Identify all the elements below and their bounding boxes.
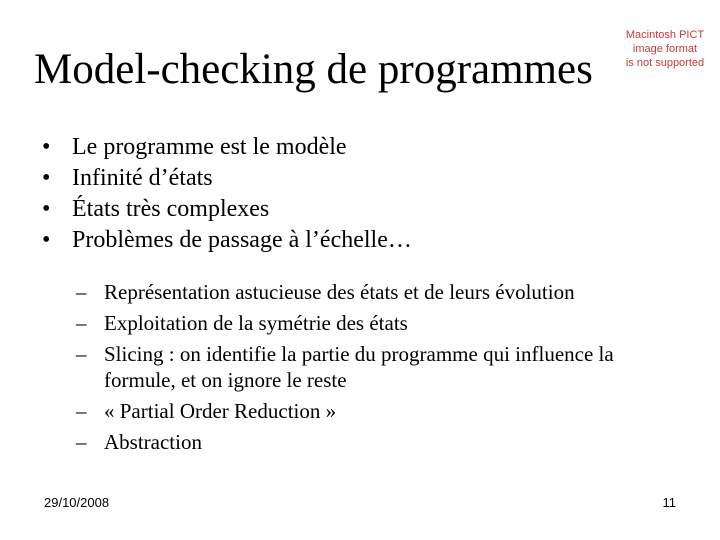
bullet-text: Le programme est le modèle — [72, 134, 347, 160]
placeholder-line-2: image format — [632, 43, 698, 55]
bullet-item — [0, 194, 412, 225]
sub-bullet-text: Représentation astucieuse des états et de leurs évolution — [104, 280, 575, 304]
dash-icon: – — [76, 430, 87, 454]
bullet-dot-icon: • — [42, 227, 51, 253]
dash-icon: – — [76, 399, 87, 423]
bullet-text: Problèmes de passage à l’échelle… — [72, 227, 412, 253]
sub-bullet-item — [0, 429, 684, 455]
placeholder-line-3: is not supported — [625, 57, 705, 69]
bullet-dot-icon: • — [42, 165, 51, 191]
bullet-text: États très complexes — [72, 196, 270, 222]
placeholder-line-1: Macintosh PICT — [625, 29, 705, 41]
missing-image-placeholder — [620, 28, 710, 76]
bullet-dot-icon: • — [42, 196, 51, 222]
footer-page-number: 11 — [662, 495, 676, 510]
bullet-list — [0, 132, 412, 256]
slide-title: Model-checking de programmes — [34, 46, 593, 93]
sub-bullet-text: Slicing : on identifie la partie du programme qui influence la formule, et on ignore le reste — [104, 342, 614, 392]
sub-bullet-text: Abstraction — [104, 430, 202, 454]
sub-bullet-text: Exploitation de la symétrie des états — [104, 311, 408, 335]
bullet-item — [0, 163, 412, 194]
sub-bullet-list — [0, 279, 684, 460]
bullet-item — [0, 132, 412, 163]
bullet-item — [0, 225, 412, 256]
sub-bullet-item — [0, 398, 684, 424]
sub-bullet-item — [0, 279, 684, 305]
sub-bullet-text: « Partial Order Reduction » — [104, 399, 337, 423]
bullet-dot-icon: • — [42, 134, 51, 160]
sub-bullet-item — [0, 341, 684, 393]
bullet-text: Infinité d’états — [72, 165, 213, 191]
dash-icon: – — [76, 280, 87, 304]
dash-icon: – — [76, 311, 87, 335]
sub-bullet-item — [0, 310, 684, 336]
dash-icon: – — [76, 342, 87, 366]
footer-date: 29/10/2008 — [44, 495, 110, 510]
